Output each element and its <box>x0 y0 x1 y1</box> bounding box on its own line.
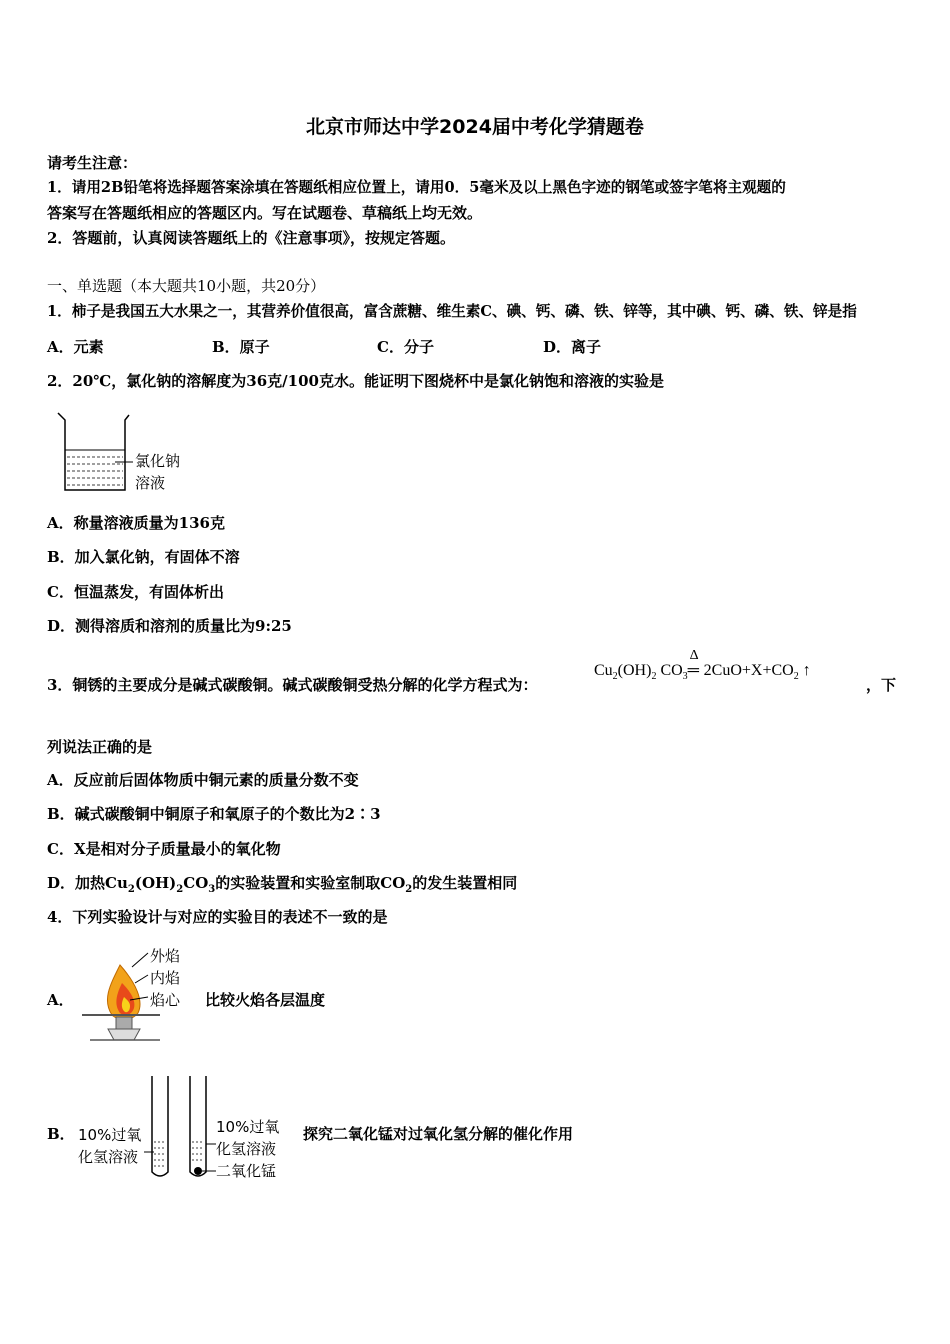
q1-option-d: D．离子 <box>543 338 602 356</box>
tube-left-label-2: 化氢溶液 <box>78 1148 139 1166</box>
eq-cu-sub: 2 <box>612 671 618 683</box>
page-title: 北京市师达中学2024届中考化学猜题卷 <box>306 116 644 138</box>
q3d-f2-sub: 2 <box>176 884 184 895</box>
q4-stem: 4．下列实验设计与对应的实验目的表述不一致的是 <box>47 908 388 926</box>
notice-line-2: 2．答题前，认真阅读答题纸上的《注意事项》，按规定答题。 <box>47 229 455 247</box>
q3d-pre: D．加热 <box>47 874 106 892</box>
beaker-label-2: 溶液 <box>135 474 166 492</box>
tube-right-label-1: 10%过氧 <box>216 1118 280 1136</box>
q2-option-d: D．测得溶质和溶剂的质量比为9:25 <box>47 617 292 635</box>
tube-left-label-1: 10%过氧 <box>78 1126 142 1144</box>
notice-heading: 请考生注意： <box>47 154 138 172</box>
eq-rhs: 2CuO+X+CO <box>703 662 794 679</box>
eq-cu: Cu <box>594 662 613 679</box>
q3d-f3-sub: 3 <box>208 884 216 895</box>
eq-oh: (OH) <box>617 662 652 679</box>
q3d-f4: CO <box>380 874 406 892</box>
eq-co3: CO <box>660 662 683 679</box>
q1-option-c: C．分子 <box>377 338 434 356</box>
q3d-f1: Cu <box>105 874 128 892</box>
q3-option-a: A．反应前后固体物质中铜元素的质量分数不变 <box>47 771 359 789</box>
eq-oh-sub: 2 <box>651 671 657 683</box>
notice-line-1: 1．请用2B铅笔将选择题答案涂填在答题纸相应位置上，请用0．5毫米及以上黑色字迹的钢笔或签字笔将主观题的 <box>47 179 786 196</box>
section-heading: 一、单选题（本大题共10小题，共20分） <box>47 277 326 295</box>
q2-option-b: B．加入氯化钠，有固体不溶 <box>47 548 240 566</box>
q3-stem-b: 列说法正确的是 <box>47 738 153 756</box>
beaker-label-1: 氯化钠 <box>135 452 181 470</box>
eq-rhs-sub: 2 <box>793 671 799 683</box>
q4-option-a-letter: A． <box>47 991 74 1009</box>
tube-right-label-2: 化氢溶液 <box>216 1140 277 1158</box>
q3d-mid: 的实验装置和实验室制取 <box>215 874 381 892</box>
flame-label-core: 焰心 <box>150 991 181 1009</box>
flame-label-outer: 外焰 <box>150 947 181 965</box>
q1-option-b: B．原子 <box>212 338 270 356</box>
q1-stem: 1．柿子是我国五大水果之一，其营养价值很高，富含蔗糖、维生素C、碘、钙、磷、铁、锌等，其中碘、钙、磷、铁、锌是指 <box>47 303 857 320</box>
q3-option-d <box>47 873 517 900</box>
q3d-f3: CO <box>183 874 209 892</box>
q2-stem: 2．20℃，氯化钠的溶解度为36克/100克水。能证明下图烧杯中是氯化钠饱和溶液的实验是 <box>47 372 664 390</box>
eq-co3-sub: 3 <box>682 671 688 683</box>
q4-option-b-letter: B． <box>47 1125 75 1143</box>
q3d-f4-sub: 2 <box>405 884 413 895</box>
eq-heat-condition <box>687 648 704 680</box>
q3-option-c: C．X是相对分子质量最小的氧化物 <box>47 840 281 858</box>
q3d-f1-sub: 2 <box>127 884 135 895</box>
q2-option-c: C．恒温蒸发，有固体析出 <box>47 583 224 601</box>
q3-stem-end: ，下 <box>866 676 897 694</box>
flame-label-inner: 内焰 <box>150 969 181 987</box>
eq-arrow: ↑ <box>802 662 811 679</box>
q3d-end: 的发生装置相同 <box>412 874 518 892</box>
q1-option-a: A．元素 <box>47 338 104 356</box>
flame-figure <box>80 945 195 1045</box>
q3d-f2: (OH) <box>134 874 177 892</box>
eq-equal: ═ <box>687 662 700 679</box>
q4-option-b-text: 探究二氧化锰对过氧化氢分解的催化作用 <box>303 1125 574 1143</box>
test-tubes-figure <box>78 1072 298 1184</box>
eq-delta: Δ <box>689 648 699 663</box>
beaker-figure <box>55 410 215 495</box>
q2-option-a: A．称量溶液质量为136克 <box>47 514 225 532</box>
notice-line-1b: 答案写在答题纸相应的答题区内。写在试题卷、草稿纸上均无效。 <box>47 204 483 222</box>
tube-right-label-3: 二氧化锰 <box>216 1162 277 1180</box>
q3-stem-a: 3．铜锈的主要成分是碱式碳酸铜。碱式碳酸铜受热分解的化学方程式为： <box>47 676 538 694</box>
q3-option-b: B．碱式碳酸铜中铜原子和氧原子的个数比为2∶3 <box>47 805 381 823</box>
q4-option-a-text: 比较火焰各层温度 <box>205 991 326 1009</box>
q3-equation <box>594 648 811 683</box>
